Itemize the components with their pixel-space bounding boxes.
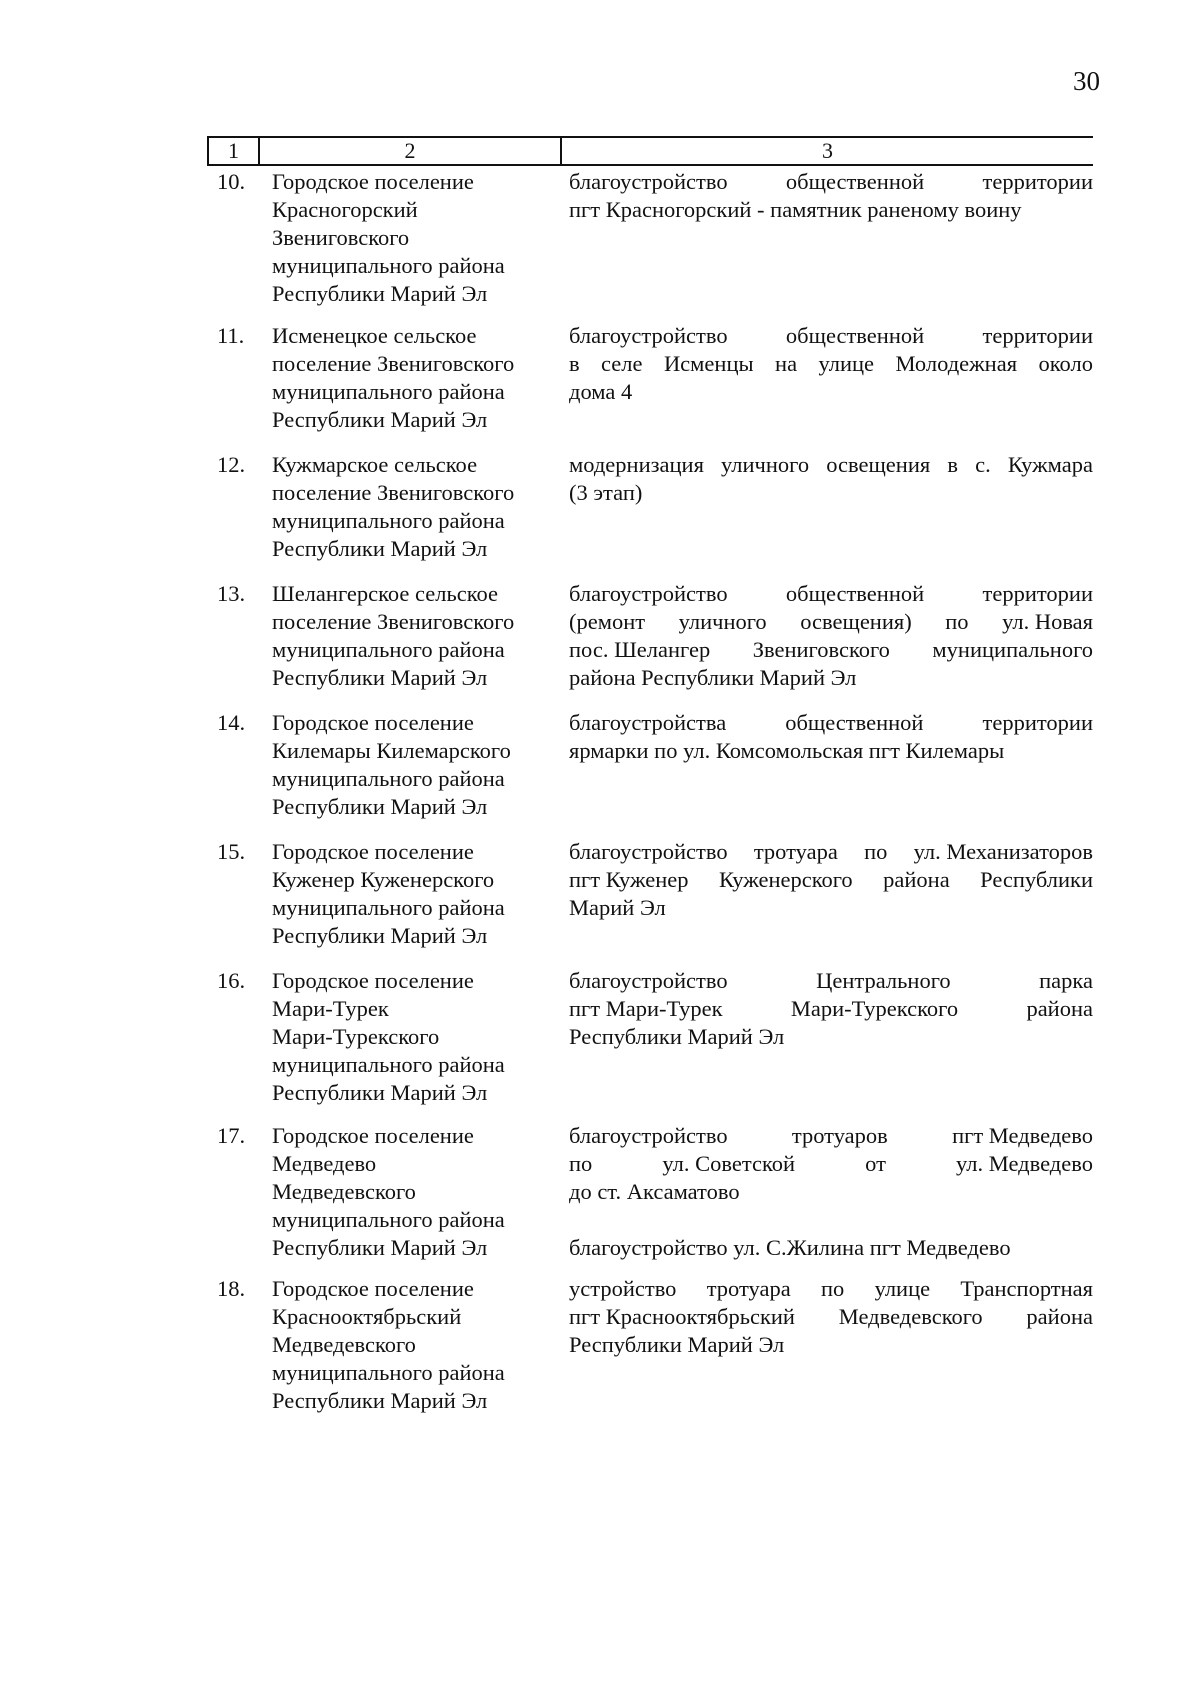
description-word: благоустройство <box>569 323 728 348</box>
description-word: тротуара <box>706 1276 791 1301</box>
description-word: освещения) <box>800 609 912 634</box>
table-header <box>207 136 1093 166</box>
header-col-2: 2 <box>258 138 560 164</box>
settlement-name-line: муниципального района <box>272 508 505 533</box>
description-word: благоустройство <box>569 169 728 194</box>
settlement-name-line: муниципального района <box>272 895 505 920</box>
header-col-1: 1 <box>207 138 258 164</box>
description-line <box>569 608 1093 636</box>
project-description <box>569 322 1093 406</box>
description-word: в <box>569 351 580 376</box>
description-word: улице <box>818 351 875 376</box>
description-word: по <box>821 1276 845 1301</box>
description-word: ул. Советской <box>662 1151 796 1176</box>
row-number: 14. <box>217 710 246 735</box>
description-line <box>569 168 1093 196</box>
description-line <box>569 451 1093 479</box>
settlement-name-line: Исменецкое сельское <box>272 323 477 348</box>
description-word: (ремонт <box>569 609 646 634</box>
project-description <box>569 1122 1093 1262</box>
settlement-name-line: Городское поселение <box>272 710 474 735</box>
description-word: общественной <box>785 169 925 194</box>
description-line <box>569 580 1093 608</box>
description-word: пгт Краснооктябрьский <box>569 1304 795 1329</box>
description-word: селе <box>601 351 643 376</box>
description-word: пгт Мари-Турек <box>569 996 723 1021</box>
row-number: 18. <box>217 1276 246 1301</box>
description-line <box>569 1122 1093 1150</box>
settlement-name <box>272 1275 562 1415</box>
page-number: 30 <box>1073 66 1100 96</box>
description-word: с. <box>975 452 991 477</box>
row-number: 17. <box>217 1123 246 1148</box>
row-number: 15. <box>217 839 246 864</box>
description-word: района <box>1026 996 1093 1021</box>
settlement-name-line: Городское поселение <box>272 839 474 864</box>
settlement-name <box>272 967 562 1107</box>
description-word: уличного <box>678 609 767 634</box>
description-word: до ст. Аксаматово <box>569 1179 740 1204</box>
settlement-name-line: Республики Марий Эл <box>272 923 488 948</box>
description-line <box>569 1234 1093 1262</box>
description-word: Звениговского <box>752 637 890 662</box>
description-word: Молодежная <box>895 351 1018 376</box>
description-word: на <box>775 351 798 376</box>
description-word: тротуаров <box>791 1123 888 1148</box>
description-line <box>569 838 1093 866</box>
description-word: благоустройство <box>569 1123 728 1148</box>
description-word: освещения <box>826 452 931 477</box>
description-line <box>569 709 1093 737</box>
description-line <box>569 636 1093 664</box>
description-word: пос. Шелангер <box>569 637 711 662</box>
settlement-name-line: Городское поселение <box>272 968 474 993</box>
description-word: тротуара <box>753 839 838 864</box>
description-word: общественной <box>785 710 924 735</box>
settlement-name-line: Республики Марий Эл <box>272 1388 488 1413</box>
description-line <box>569 479 1093 507</box>
settlement-name-line: Мари-Турек <box>272 996 389 1021</box>
description-word: Центрального <box>816 968 951 993</box>
settlement-name-line: Красногорский <box>272 197 418 222</box>
settlement-name-line: Медведевского <box>272 1179 416 1204</box>
description-word: территории <box>982 581 1093 606</box>
description-line <box>569 967 1093 995</box>
project-description <box>569 580 1093 692</box>
settlement-name <box>272 322 562 434</box>
description-word: района Республики Марий Эл <box>569 665 857 690</box>
settlement-name <box>272 168 562 308</box>
description-word: общественной <box>785 323 925 348</box>
description-word: Транспортная <box>960 1276 1093 1301</box>
description-word: дома 4 <box>569 379 633 404</box>
description-line <box>569 995 1093 1023</box>
description-word: пгт Куженер <box>569 867 689 892</box>
settlement-name <box>272 451 562 563</box>
description-word: района <box>883 867 950 892</box>
settlement-name-line: Килемары Килемарского <box>272 738 511 763</box>
description-word: общественной <box>785 581 925 606</box>
settlement-name <box>272 838 562 950</box>
settlement-name-line: Шелангерское сельское <box>272 581 499 606</box>
settlement-name-line: Городское поселение <box>272 169 474 194</box>
description-line <box>569 664 1093 692</box>
description-word: территории <box>982 323 1093 348</box>
description-word: Мари-Турекского <box>790 996 959 1021</box>
description-word: Республики Марий Эл <box>569 1332 785 1357</box>
settlement-name-line: Республики Марий Эл <box>272 281 488 306</box>
description-word: ул. Медведево <box>956 1151 1093 1176</box>
description-word: ярмарки по ул. Комсомольская пгт Килемары <box>569 738 1005 763</box>
settlement-name-line: муниципального района <box>272 379 505 404</box>
description-word: Кужмара <box>1007 452 1093 477</box>
settlement-name-line: Республики Марий Эл <box>272 1080 488 1105</box>
description-word: муниципального <box>932 637 1093 662</box>
settlement-name-line: Мари-Турекского <box>272 1024 440 1049</box>
description-line <box>569 894 1093 922</box>
description-line <box>569 1023 1093 1051</box>
description-line <box>569 322 1093 350</box>
description-word: благоустройство <box>569 581 728 606</box>
settlement-name <box>272 580 562 692</box>
row-number: 16. <box>217 968 246 993</box>
settlement-name-line: муниципального района <box>272 637 505 662</box>
description-word: района <box>1026 1304 1093 1329</box>
settlement-name-line: муниципального района <box>272 1207 505 1232</box>
settlement-name-line: Медведево <box>272 1151 377 1176</box>
description-line <box>569 378 1093 406</box>
settlement-name-line: Республики Марий Эл <box>272 407 488 432</box>
description-word: пгт Медведево <box>952 1123 1093 1148</box>
description-word: ул. Механизаторов <box>913 839 1093 864</box>
settlement-name-line: Республики Марий Эл <box>272 536 488 561</box>
description-word: благоустройство <box>569 839 728 864</box>
row-number: 12. <box>217 452 246 477</box>
description-line <box>569 1178 1093 1206</box>
description-line <box>569 1275 1093 1303</box>
settlement-name-line: Медведевского <box>272 1332 416 1357</box>
settlement-name <box>272 1122 562 1262</box>
description-word: (3 этап) <box>569 480 643 505</box>
description-word: модернизация <box>569 452 704 477</box>
description-word: уличного <box>721 452 810 477</box>
description-line <box>569 737 1093 765</box>
description-word: Республики Марий Эл <box>569 1024 785 1049</box>
settlement-name-line: Кужмарское сельское <box>272 452 478 477</box>
project-description <box>569 838 1093 922</box>
project-description <box>569 1275 1093 1359</box>
description-word: Республики <box>980 867 1093 892</box>
description-word: пгт Красногорский - памятник раненому воину <box>569 197 1022 222</box>
project-description <box>569 168 1093 224</box>
settlement-name-line: Городское поселение <box>272 1276 474 1301</box>
description-word: по <box>864 839 888 864</box>
description-word: территории <box>982 169 1093 194</box>
row-number: 10. <box>217 169 246 194</box>
row-number: 13. <box>217 581 246 606</box>
row-number: 11. <box>217 323 245 348</box>
settlement-name-line: муниципального района <box>272 1052 505 1077</box>
description-line <box>569 196 1093 224</box>
description-line <box>569 350 1093 378</box>
settlement-name-line: Республики Марий Эл <box>272 794 488 819</box>
description-word: по <box>945 609 969 634</box>
description-word: по <box>569 1151 593 1176</box>
description-word: в <box>947 452 958 477</box>
settlement-name-line: муниципального района <box>272 1360 505 1385</box>
description-word: территории <box>982 710 1093 735</box>
settlement-name-line: Республики Марий Эл <box>272 665 488 690</box>
description-line <box>569 1331 1093 1359</box>
description-word: от <box>865 1151 886 1176</box>
settlement-name-line: Краснооктябрьский <box>272 1304 462 1329</box>
description-word: около <box>1038 351 1093 376</box>
settlement-name-line: Звениговского <box>272 225 410 250</box>
description-word: улице <box>874 1276 931 1301</box>
settlement-name-line: Куженер Куженерского <box>272 867 495 892</box>
description-word: благоустройство ул. С.Жилина пгт Медведево <box>569 1235 1011 1260</box>
settlement-name-line: муниципального района <box>272 766 505 791</box>
settlement-name <box>272 709 562 821</box>
description-word: Исменцы <box>663 351 754 376</box>
description-word: парка <box>1039 968 1093 993</box>
project-description <box>569 451 1093 507</box>
settlement-name-line: поселение Звениговского <box>272 351 515 376</box>
description-line <box>569 1303 1093 1331</box>
settlement-name-line: поселение Звениговского <box>272 609 515 634</box>
description-word: благоустройство <box>569 968 728 993</box>
settlement-name-line: Городское поселение <box>272 1123 474 1148</box>
project-description <box>569 709 1093 765</box>
header-col-3: 3 <box>560 138 1093 164</box>
description-line <box>569 1150 1093 1178</box>
description-word: Марий Эл <box>569 895 666 920</box>
description-word: устройство <box>569 1276 677 1301</box>
settlement-name-line: поселение Звениговского <box>272 480 515 505</box>
settlement-name-line: муниципального района <box>272 253 505 278</box>
description-word: ул. Новая <box>1002 609 1093 634</box>
description-line <box>569 866 1093 894</box>
description-word: Медведевского <box>838 1304 983 1329</box>
description-word: Куженерского <box>718 867 853 892</box>
project-description <box>569 967 1093 1051</box>
settlement-name-line: Республики Марий Эл <box>272 1235 488 1260</box>
description-word: благоустройства <box>569 710 727 735</box>
